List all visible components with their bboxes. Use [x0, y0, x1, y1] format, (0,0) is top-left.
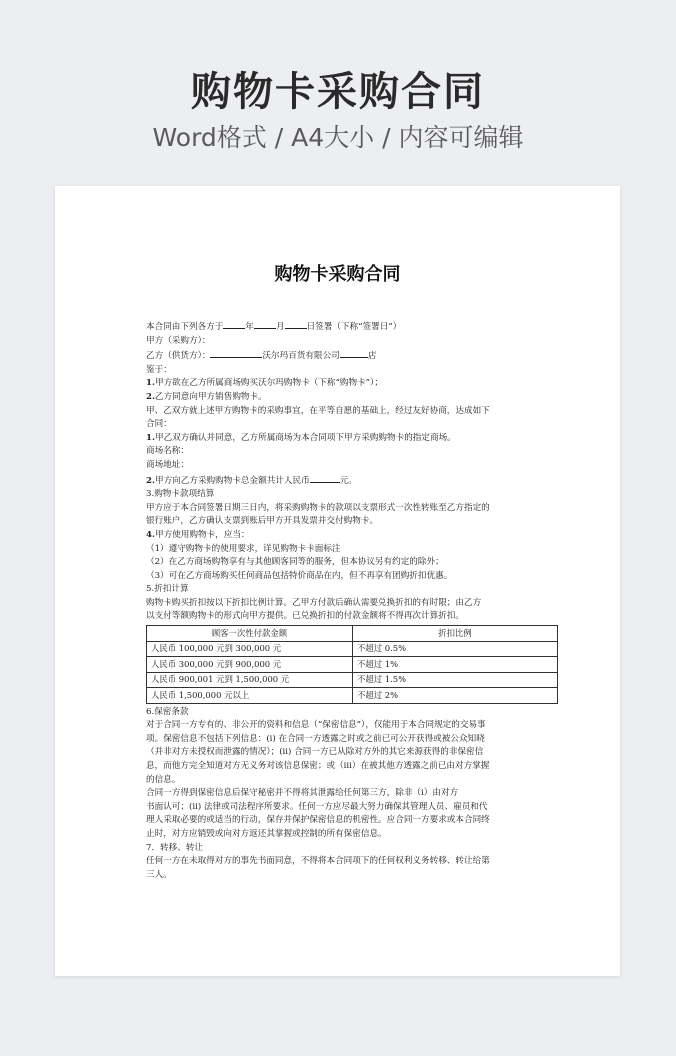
clause-2-suffix: 元。	[339, 475, 357, 486]
section-5-line-2: 以支付等额购物卡的形式向甲方提供。已兑换折扣的付款金额将不得再次计算折扣。	[146, 611, 464, 622]
section-6-p1-line: 对于合同一方专有的、非公开的资料和信息（“保密信息”），仅能用于本合同规定的交易事	[146, 720, 486, 731]
section-4-item-3: （3）可在乙方商场购买任何商品包括特价商品在内，但不再享有团购折扣优惠。	[146, 570, 453, 581]
clause-1-text: 甲乙双方确认并同意，乙方所属商场为本合同项下甲方采购购物卡的指定商场。	[154, 432, 456, 443]
whereas-1-text: 甲方欲在乙方所属商场购买沃尔玛购物卡（下称“购物卡”）；	[154, 378, 383, 389]
section-5-line-1: 购物卡购买折扣按以下折扣比例计算。乙甲方付款后确认需要兑换折扣的有时限；由乙方	[146, 597, 482, 608]
store-address-line: 商场地址：	[146, 459, 189, 470]
section-6-p1-line: （并非对方未授权而泄露的情况）；(ii) 合同一方已从除对方外的其它来源获得的非保密信	[146, 747, 484, 758]
store-blank	[340, 348, 368, 358]
table-row	[147, 688, 558, 704]
party-a-line: 甲方（采购方）：	[146, 335, 211, 346]
section-4-text: 甲方使用购物卡，应当：	[154, 529, 250, 540]
section-4-num: 4.	[146, 529, 155, 540]
clause-1-num: 1.	[146, 432, 155, 443]
month-blank	[254, 319, 276, 329]
discount-table	[146, 625, 558, 704]
clause-1	[146, 432, 558, 446]
table-cell-rate: 不超过 1.5%	[353, 672, 558, 688]
table-cell-rate: 不超过 1%	[353, 657, 558, 673]
section-3-title: 3.购物卡款项结算	[146, 489, 215, 500]
section-4-item-1: （1）遵守购物卡的使用要求，详见购物卡卡面标注	[146, 543, 341, 554]
agreement-line-2: 合同：	[146, 419, 172, 430]
table-cell-amount: 人民币 300,000 元到 900,000 元	[147, 657, 353, 673]
section-6-p2-line: 书面认可；(ii) 法律或司法程序所要求。任何一方应尽最大努力确保其管理人员、雇员和代	[146, 801, 488, 812]
banner-title: 购物卡采购合同	[191, 69, 485, 115]
party-b-company: 沃尔玛百货有限公司	[262, 351, 340, 362]
clause-2	[146, 473, 558, 489]
table-header-rate: 折扣比例	[353, 626, 558, 642]
party-b-prefix: 乙方（供货方）：	[146, 351, 211, 362]
day-blank	[285, 319, 307, 329]
intro-month: 月	[275, 322, 285, 332]
section-3-line-2: 银行账户，乙方确认支票到账后甲方开具发票并交付购物卡。	[146, 516, 379, 527]
section-7-line: 三人。	[146, 869, 172, 880]
section-7-line: 任何一方在未取得对方的事先书面同意，不得将本合同项下的任何权利义务转移、转让给第	[146, 856, 490, 867]
section-6-title: 6.保密条款	[146, 706, 189, 717]
table-header-amount: 顾客一次性付款金额	[147, 626, 353, 642]
section-6-p2-line: 理人采取必要的或适当的行动，保存并保护保密信息的机密性。应合同一方要求或本合同终	[146, 815, 490, 826]
table-cell-amount: 人民币 1,500,000 元以上	[147, 688, 353, 704]
party-b-suffix: 店	[367, 351, 377, 362]
document-title: 购物卡采购合同	[274, 264, 401, 285]
section-5-title: 5.折扣计算	[146, 584, 189, 595]
table-header-row	[147, 626, 558, 642]
table-cell-amount: 人民币 100,000 元到 300,000 元	[147, 641, 353, 657]
clause-2-prefix: 甲方向乙方采购购物卡总金额共计人民币	[154, 475, 310, 486]
intro-year: 年	[245, 322, 254, 332]
party-b-line	[146, 348, 558, 364]
whereas-2-num: 2.	[146, 391, 155, 402]
intro-line	[146, 319, 558, 335]
whereas-line: 鉴于：	[146, 364, 172, 375]
clause-2-num: 2.	[146, 475, 155, 486]
table-cell-rate: 不超过 2%	[353, 688, 558, 704]
amount-blank	[310, 473, 340, 483]
party-b-blank	[210, 348, 262, 358]
whereas-2	[146, 391, 558, 405]
section-3-line-1: 甲方应于本合同签署日期三日内，将采购购物卡的款项以支票形式一次性转账至乙方指定的	[146, 502, 490, 513]
whereas-1	[146, 377, 558, 391]
document-page	[55, 186, 620, 976]
banner-subtitle: Word格式 / A4大小 / 内容可编辑	[152, 123, 524, 152]
table-row	[147, 641, 558, 657]
section-6-p1-line: 的信息。	[146, 774, 181, 785]
section-4-item-2: （2）在乙方商场购物享有与其他顾客同等的服务，但本协议另有约定的除外；	[146, 557, 444, 568]
section-6-p1-line: 息，而他方完全知道对方无义务对该信息保密；或（iii）在被其他方透露之前已由对方掌握	[146, 760, 490, 771]
year-blank	[223, 319, 245, 329]
whereas-1-num: 1.	[146, 378, 155, 389]
section-7-title: 7．转移、转让	[146, 842, 204, 853]
section-4-title	[146, 529, 558, 543]
table-cell-rate: 不超过 0.5%	[353, 641, 558, 657]
table-row	[147, 672, 558, 688]
whereas-2-text: 乙方同意向甲方销售购物卡。	[154, 391, 267, 402]
section-6-p2-line: 止时，对方应销毁或向对方返还其掌握或控制的所有保密信息。	[146, 828, 387, 839]
table-cell-amount: 人民币 900,001 元到 1,500,000 元	[147, 672, 353, 688]
section-6-p2-line: 合同一方得到保密信息后保守秘密并不得将其泄露给任何第三方，除非（i）由对方	[146, 788, 459, 799]
document-body	[146, 319, 558, 882]
table-row	[147, 657, 558, 673]
store-name-line: 商场名称：	[146, 446, 189, 457]
intro-suffix: 日签署（下称“签署日”）	[306, 322, 402, 332]
intro-prefix: 本合同由下列各方于	[146, 322, 224, 332]
section-6-p1-line: 项。保密信息不包括下列信息：(i) 在合同一方透露之时或之前已可公开获得或被公众知晓	[146, 733, 485, 744]
agreement-line-1: 甲、乙双方就上述甲方购物卡的采购事宜，在平等自愿的基础上，经过友好协商，达成如下	[146, 405, 490, 416]
